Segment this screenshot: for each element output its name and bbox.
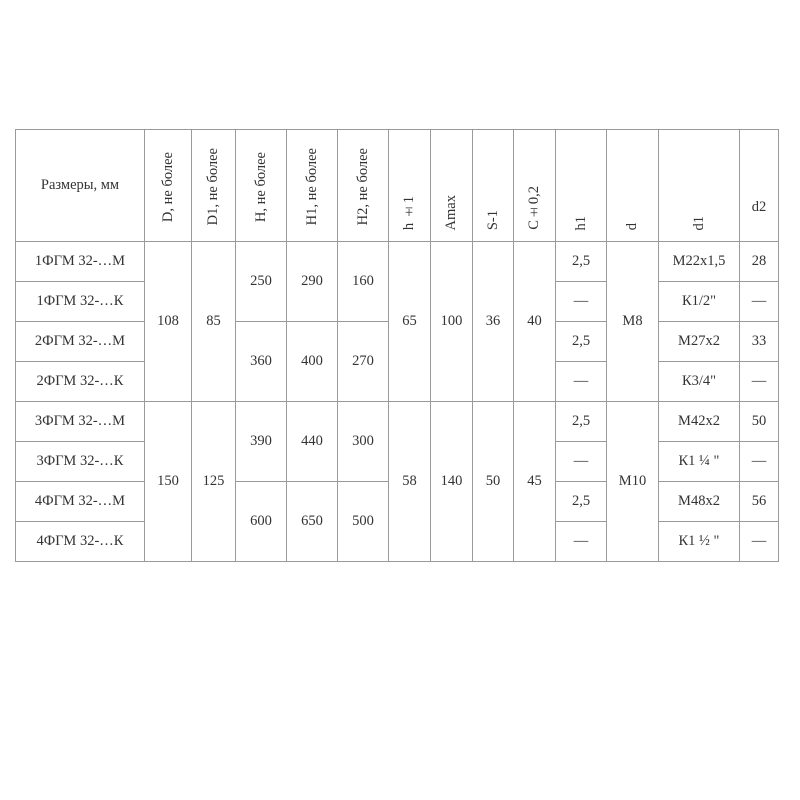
cell-h1: — <box>556 522 607 562</box>
header-H: H, не более <box>236 130 287 242</box>
cell-D1: 125 <box>192 402 236 562</box>
cell-d2: — <box>740 522 779 562</box>
header-d2: d2 <box>740 130 779 242</box>
cell-h1: 2,5 <box>556 482 607 522</box>
header-S: S-1 <box>473 130 514 242</box>
dimensions-table <box>15 129 779 562</box>
cell-H: 360 <box>236 322 287 402</box>
cell-h: 65 <box>389 242 431 402</box>
row-name: 4ФГМ 32-…К <box>16 522 145 562</box>
cell-d: М8 <box>607 242 659 402</box>
cell-C: 40 <box>514 242 556 402</box>
cell-H: 390 <box>236 402 287 482</box>
cell-H2: 160 <box>338 242 389 322</box>
cell-Amax: 100 <box>431 242 473 402</box>
cell-d1: М27х2 <box>659 322 740 362</box>
cell-d1: К1/2" <box>659 282 740 322</box>
cell-H1: 290 <box>287 242 338 322</box>
cell-d2: — <box>740 282 779 322</box>
cell-h1: — <box>556 442 607 482</box>
cell-d1: М48х2 <box>659 482 740 522</box>
header-h: h ±1 <box>389 130 431 242</box>
row-name: 3ФГМ 32-…К <box>16 442 145 482</box>
row-name: 4ФГМ 32-…М <box>16 482 145 522</box>
header-sizes: Размеры, мм <box>16 130 145 242</box>
cell-h1: 2,5 <box>556 242 607 282</box>
header-C: C±0,2 <box>514 130 556 242</box>
row-name: 2ФГМ 32-…К <box>16 362 145 402</box>
header-h1: h1 <box>556 130 607 242</box>
cell-h: 58 <box>389 402 431 562</box>
cell-D: 150 <box>145 402 192 562</box>
cell-d2: — <box>740 362 779 402</box>
cell-h1: 2,5 <box>556 322 607 362</box>
cell-d1: К3/4" <box>659 362 740 402</box>
cell-d1: К1 ½ " <box>659 522 740 562</box>
header-H2: H2, не более <box>338 130 389 242</box>
cell-H2: 270 <box>338 322 389 402</box>
header-d: d <box>607 130 659 242</box>
cell-d: М10 <box>607 402 659 562</box>
cell-Amax: 140 <box>431 402 473 562</box>
cell-H2: 500 <box>338 482 389 562</box>
row-name: 1ФГМ 32-…К <box>16 282 145 322</box>
cell-H1: 440 <box>287 402 338 482</box>
cell-D1: 85 <box>192 242 236 402</box>
row-name: 1ФГМ 32-…М <box>16 242 145 282</box>
cell-d2: 28 <box>740 242 779 282</box>
cell-d1: К1 ¼ " <box>659 442 740 482</box>
table-row <box>16 242 779 282</box>
cell-H2: 300 <box>338 402 389 482</box>
header-D: D, не более <box>145 130 192 242</box>
cell-h1: — <box>556 282 607 322</box>
cell-d1: М42х2 <box>659 402 740 442</box>
cell-H1: 400 <box>287 322 338 402</box>
cell-S: 36 <box>473 242 514 402</box>
cell-H: 250 <box>236 242 287 322</box>
cell-H1: 650 <box>287 482 338 562</box>
cell-S: 50 <box>473 402 514 562</box>
cell-d2: 56 <box>740 482 779 522</box>
cell-D: 108 <box>145 242 192 402</box>
row-name: 3ФГМ 32-…М <box>16 402 145 442</box>
header-row <box>16 130 779 242</box>
cell-h1: — <box>556 362 607 402</box>
cell-d2: — <box>740 442 779 482</box>
header-d1: d1 <box>659 130 740 242</box>
cell-d2: 50 <box>740 402 779 442</box>
header-H1: H1, не более <box>287 130 338 242</box>
cell-H: 600 <box>236 482 287 562</box>
table-row <box>16 402 779 442</box>
row-name: 2ФГМ 32-…М <box>16 322 145 362</box>
cell-d1: М22х1,5 <box>659 242 740 282</box>
cell-C: 45 <box>514 402 556 562</box>
header-D1: D1, не более <box>192 130 236 242</box>
cell-d2: 33 <box>740 322 779 362</box>
cell-h1: 2,5 <box>556 402 607 442</box>
header-Amax: Amax <box>431 130 473 242</box>
